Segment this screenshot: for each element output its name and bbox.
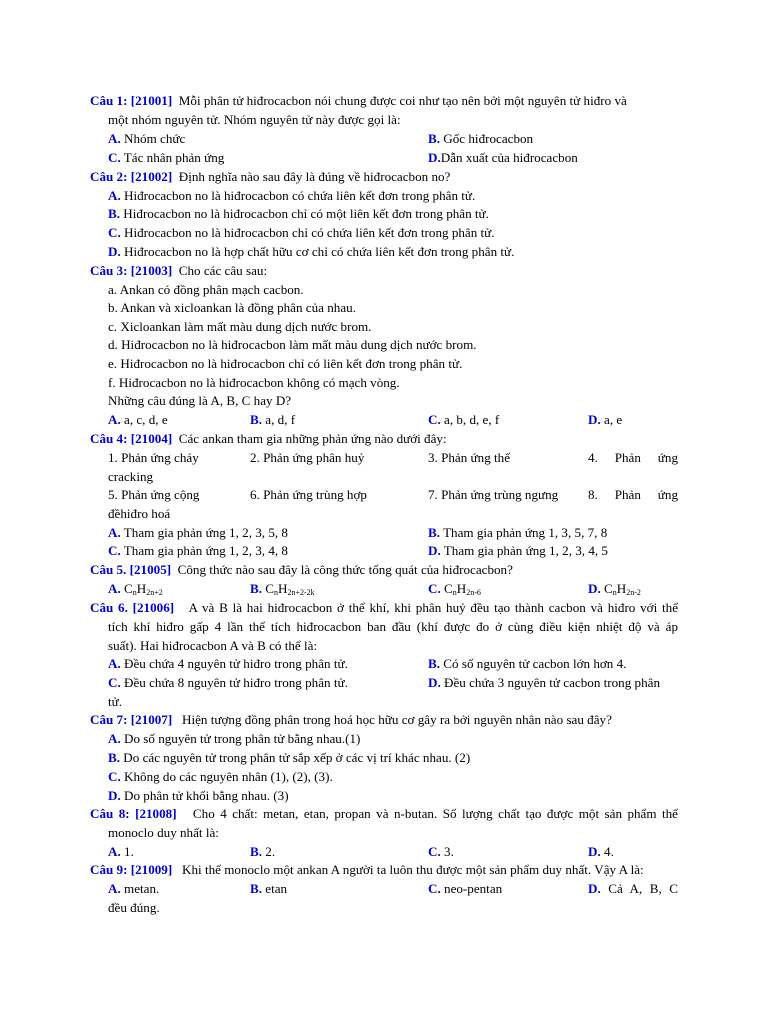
q8-option-a[interactable]: A. 1. <box>108 844 134 859</box>
q8-option-c[interactable]: C. 3. <box>428 844 454 859</box>
q3-option-a[interactable]: A. a, c, d, e <box>108 412 168 427</box>
q9-option-d[interactable]: D. Cả A, B, C <box>588 881 678 896</box>
q6-option-c[interactable]: C. Đều chứa 8 nguyên tử hiđro trong phân tử. <box>108 675 348 690</box>
q7-option-c[interactable]: C. Không do các nguyên nhân (1), (2), (3). <box>108 769 333 784</box>
q6-line1: Câu 6. [21006] A và B là hai hiđrocacbon ở thể khí, khi phân huỷ đều tạo thành cacbon và hiđro với thể <box>90 600 679 615</box>
q2-label: Câu 2: [21002] <box>90 169 173 184</box>
q1-label: Câu 1: [21001] <box>90 93 173 108</box>
q5-line1: Câu 5. [21005] Công thức nào sau đây là công thức tổng quát của hiđrocacbon? <box>90 562 513 577</box>
q4-reaction-3: 3. Phản ứng thế <box>428 450 511 465</box>
q5-option-d[interactable]: D. $C_nH_{2n-2}$ <box>588 581 641 597</box>
q4-label: Câu 4: [21004] <box>90 431 173 446</box>
q9-label: Câu 9: [21009] <box>90 862 173 877</box>
q2-line1: Câu 2: [21002] Định nghĩa nào sau đây là đúng về hiđrocacbon no? <box>90 169 451 184</box>
q7-option-b[interactable]: B. Do các nguyên tử trong phân tử sắp xếp ở các vị trí khác nhau. (2) <box>108 750 471 765</box>
q9-option-d-cont: đều đúng. <box>108 900 160 915</box>
q1-option-d[interactable]: D.Dẫn xuất của hiđrocacbon <box>428 150 578 165</box>
q4-reaction-6: 6. Phản ứng trùng hợp <box>250 487 367 502</box>
q4-reaction-7: 7. Phản ứng trùng ngưng <box>428 487 559 502</box>
q3-statement-f: f. Hiđrocacbon no là hiđrocacbon không có mạch vòng. <box>108 375 400 390</box>
q4-reaction-8-cont: đềhiđro hoá <box>108 506 171 521</box>
q8-line1: Câu 8: [21008] Cho 4 chất: metan, etan, propan và n-butan. Số lượng chất tạo được một sản phẩm thế <box>90 806 678 821</box>
q3-option-b[interactable]: B. a, d, f <box>250 412 296 427</box>
q1-text: Mỗi phân tử hiđrocacbon nói chung được coi như tạo nên bởi một nguyên tử hiđro và <box>178 93 627 108</box>
q6-option-a[interactable]: A. Đều chứa 4 nguyên tử hiđro trong phân tử. <box>108 656 348 671</box>
q6-line3: suất). Hai hiđrocacbon A và B có thể là: <box>108 638 318 653</box>
q9-option-a[interactable]: A. metan. <box>108 881 160 896</box>
q5-option-c[interactable]: C. $C_nH_{2n-6}$ <box>428 581 481 597</box>
q4-reaction-8: 8. Phản ứng <box>588 487 678 502</box>
q9-option-b[interactable]: B. etan <box>250 881 288 896</box>
q7-label: Câu 7: [21007] <box>90 712 173 727</box>
q5-option-b[interactable]: B. $C_nH_{2n+2-2k}$ <box>250 581 315 597</box>
q7-option-d[interactable]: D. Do phân tử khối bằng nhau. (3) <box>108 788 289 803</box>
q4-reaction-1: 1. Phản ứng cháy <box>108 450 199 465</box>
q8-option-d[interactable]: D. 4. <box>588 844 614 859</box>
q3-statement-e: e. Hiđrocacbon no là hiđrocacbon chỉ có liên kết đơn trong phân tử. <box>108 356 463 371</box>
q4-option-d[interactable]: D. Tham gia phản ứng 1, 2, 3, 4, 5 <box>428 543 608 558</box>
q9-option-c[interactable]: C. neo-pentan <box>428 881 503 896</box>
q9-line1: Câu 9: [21009] Khi thế monoclo một ankan A người ta luôn thu được một sản phẩm duy nhất. Vậy A là: <box>90 862 644 877</box>
q6-line2: tích khí hiđro gấp 4 lần thể tích hiđrocacbon ban đầu (khí được đo ở cùng điều kiện nhiệt độ và áp <box>108 619 678 634</box>
q3-ask: Những câu đúng là A, B, C hay D? <box>108 393 292 408</box>
q3-label: Câu 3: [21003] <box>90 263 173 278</box>
q1-option-a[interactable]: A. Nhóm chức <box>108 131 186 146</box>
q3-statement-d: d. Hiđrocacbon no là hiđrocacbon làm mất màu dung dịch nước brom. <box>108 337 477 352</box>
q7-option-a[interactable]: A. Do số nguyên tử trong phân tử bằng nhau.(1) <box>108 731 361 746</box>
q3-statement-c: c. Xicloankan làm mất màu dung dịch nước brom. <box>108 319 372 334</box>
q2-option-a[interactable]: A. Hiđrocacbon no là hiđrocacbon có chứa liên kết đơn trong phân tử. <box>108 188 476 203</box>
q4-option-c[interactable]: C. Tham gia phản ứng 1, 2, 3, 4, 8 <box>108 543 288 558</box>
q4-reaction-4: 4. Phản ứng <box>588 450 678 465</box>
q2-option-d[interactable]: D. Hiđrocacbon no là hợp chất hữu cơ chỉ có chứa liên kết đơn trong phân tử. <box>108 244 515 259</box>
q6-option-b[interactable]: B. Có số nguyên tử cacbon lớn hơn 4. <box>428 656 627 671</box>
q1-line2: một nhóm nguyên tử. Nhóm nguyên tử này được gọi là: <box>108 112 401 127</box>
q6-label: Câu 6. [21006] <box>90 600 175 615</box>
q7-line1: Câu 7: [21007] Hiện tượng đồng phân trong hoá học hữu cơ gây ra bởi nguyên nhân nào sau đây? <box>90 712 612 727</box>
q5-label: Câu 5. [21005] <box>90 562 172 577</box>
q4-line1: Câu 4: [21004] Các ankan tham gia những phản ứng nào dưới đây: <box>90 431 447 446</box>
q4-reaction-4-cont: cracking <box>108 469 154 484</box>
q5-option-a[interactable]: A. $C_nH_{2n+2}$ <box>108 581 163 597</box>
q4-option-b[interactable]: B. Tham gia phản ứng 1, 3, 5, 7, 8 <box>428 525 608 540</box>
q3-statement-a: a. Ankan có đồng phân mạch cacbon. <box>108 282 304 297</box>
q2-option-c[interactable]: C. Hiđrocacbon no là hiđrocacbon chỉ có chứa liên kết đơn trong phân tử. <box>108 225 495 240</box>
q8-label: Câu 8: [21008] <box>90 806 177 821</box>
q2-option-b[interactable]: B. Hiđrocacbon no là hiđrocacbon chỉ có một liên kết đơn trong phân tử. <box>108 206 489 221</box>
q8-option-b[interactable]: B. 2. <box>250 844 276 859</box>
q3-statement-b: b. Ankan và xicloankan là đồng phân của nhau. <box>108 300 356 315</box>
q4-reaction-5: 5. Phản ứng cộng <box>108 487 200 502</box>
q1-option-b[interactable]: B. Gốc hiđrocacbon <box>428 131 534 146</box>
q6-option-d[interactable]: D. Đều chứa 3 nguyên tử cacbon trong phân <box>428 675 661 690</box>
q8-line2: monoclo duy nhất là: <box>108 825 219 840</box>
q6-option-d-cont: tử. <box>108 694 123 709</box>
q3-line1: Câu 3: [21003] Cho các câu sau: <box>90 263 268 278</box>
q3-option-c[interactable]: C. a, b, d, e, f <box>428 412 500 427</box>
q4-option-a[interactable]: A. Tham gia phản ứng 1, 2, 3, 5, 8 <box>108 525 288 540</box>
q3-option-d[interactable]: D. a, e <box>588 412 623 427</box>
q1-line1 <box>90 91 678 110</box>
q1-option-c[interactable]: C. Tác nhân phản ứng <box>108 150 225 165</box>
q4-reaction-2: 2. Phản ứng phân huỷ <box>250 450 365 465</box>
